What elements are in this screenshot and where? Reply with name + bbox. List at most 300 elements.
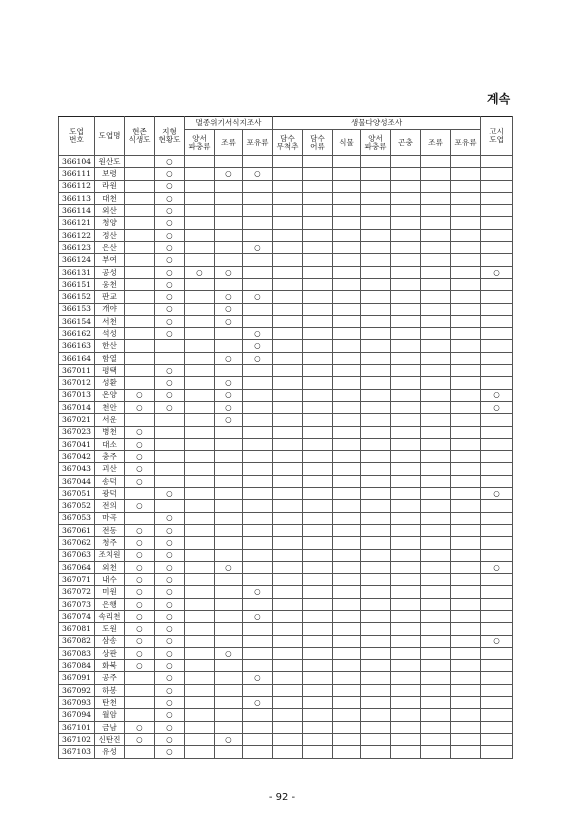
cell-name: 외산 xyxy=(95,205,125,217)
cell-empty xyxy=(421,229,451,241)
cell-empty xyxy=(273,635,303,647)
cell-empty xyxy=(451,660,481,672)
cell-mark: ○ xyxy=(155,512,185,524)
cell-empty xyxy=(125,746,155,758)
cell-empty xyxy=(185,156,215,168)
cell-mark: ○ xyxy=(125,549,155,561)
cell-empty xyxy=(273,365,303,377)
cell-mark: ○ xyxy=(125,451,155,463)
cell-empty xyxy=(361,635,391,647)
cell-code: 367073 xyxy=(59,598,95,610)
cell-mark: ○ xyxy=(215,315,243,327)
cell-empty xyxy=(215,278,243,290)
cell-empty xyxy=(215,672,243,684)
cell-mark: ○ xyxy=(155,266,185,278)
cell-empty xyxy=(421,586,451,598)
cell-empty xyxy=(451,623,481,635)
cell-empty xyxy=(361,438,391,450)
cell-empty xyxy=(481,684,513,696)
header-name: 도엽명 xyxy=(95,117,125,156)
cell-empty xyxy=(303,426,333,438)
cell-empty xyxy=(421,574,451,586)
cell-empty xyxy=(481,414,513,426)
cell-empty xyxy=(303,192,333,204)
cell-empty xyxy=(185,684,215,696)
cell-code: 367082 xyxy=(59,635,95,647)
table-row xyxy=(59,488,513,500)
cell-empty xyxy=(333,721,361,733)
cell-empty xyxy=(243,229,273,241)
cell-empty xyxy=(243,414,273,426)
cell-empty xyxy=(303,475,333,487)
cell-empty xyxy=(451,488,481,500)
cell-empty xyxy=(185,672,215,684)
cell-empty xyxy=(333,500,361,512)
cell-mark: ○ xyxy=(125,635,155,647)
cell-name: 온양 xyxy=(95,389,125,401)
cell-empty xyxy=(273,328,303,340)
cell-name: 공성 xyxy=(95,266,125,278)
cell-code: 367101 xyxy=(59,721,95,733)
cell-mark: ○ xyxy=(155,610,185,622)
cell-empty xyxy=(421,217,451,229)
cell-empty xyxy=(273,586,303,598)
table-row xyxy=(59,156,513,168)
cell-empty xyxy=(421,561,451,573)
cell-empty xyxy=(481,242,513,254)
cell-empty xyxy=(451,561,481,573)
cell-name: 천안 xyxy=(95,401,125,413)
cell-empty xyxy=(215,488,243,500)
cell-empty xyxy=(391,610,421,622)
table-row xyxy=(59,537,513,549)
cell-empty xyxy=(273,561,303,573)
cell-mark: ○ xyxy=(125,733,155,745)
cell-empty xyxy=(125,672,155,684)
cell-empty xyxy=(361,733,391,745)
table-row xyxy=(59,598,513,610)
cell-empty xyxy=(361,205,391,217)
cell-empty xyxy=(303,709,333,721)
cell-empty xyxy=(333,623,361,635)
cell-code: 367083 xyxy=(59,647,95,659)
cell-empty xyxy=(243,721,273,733)
cell-empty xyxy=(481,278,513,290)
cell-mark: ○ xyxy=(125,598,155,610)
cell-empty xyxy=(185,352,215,364)
cell-empty xyxy=(185,746,215,758)
cell-empty xyxy=(303,438,333,450)
table-row xyxy=(59,733,513,745)
cell-empty xyxy=(421,242,451,254)
cell-mark: ○ xyxy=(125,574,155,586)
cell-mark: ○ xyxy=(155,721,185,733)
cell-empty xyxy=(391,537,421,549)
cell-empty xyxy=(451,684,481,696)
page-number: - 92 - xyxy=(268,792,296,803)
cell-empty xyxy=(451,266,481,278)
cell-empty xyxy=(215,623,243,635)
cell-empty xyxy=(273,315,303,327)
cell-empty xyxy=(333,561,361,573)
cell-name: 라원 xyxy=(95,180,125,192)
cell-mark: ○ xyxy=(155,303,185,315)
cell-empty xyxy=(243,205,273,217)
cell-empty xyxy=(303,254,333,266)
cell-code: 367102 xyxy=(59,733,95,745)
cell-mark: ○ xyxy=(155,389,185,401)
cell-mark: ○ xyxy=(155,623,185,635)
header-bio-amphibian: 양서 파충류 xyxy=(361,130,391,156)
cell-empty xyxy=(391,561,421,573)
cell-empty xyxy=(391,549,421,561)
cell-empty xyxy=(303,278,333,290)
cell-empty xyxy=(451,254,481,266)
cell-empty xyxy=(333,697,361,709)
cell-mark: ○ xyxy=(125,475,155,487)
cell-empty xyxy=(215,254,243,266)
cell-empty xyxy=(333,254,361,266)
table-row xyxy=(59,168,513,180)
cell-empty xyxy=(481,352,513,364)
cell-mark: ○ xyxy=(481,266,513,278)
cell-empty xyxy=(391,647,421,659)
cell-empty xyxy=(361,451,391,463)
cell-empty xyxy=(243,438,273,450)
cell-empty xyxy=(481,746,513,758)
cell-code: 366154 xyxy=(59,315,95,327)
cell-empty xyxy=(243,635,273,647)
cell-code: 366112 xyxy=(59,180,95,192)
cell-empty xyxy=(185,229,215,241)
cell-empty xyxy=(273,537,303,549)
cell-empty xyxy=(215,242,243,254)
cell-empty xyxy=(215,451,243,463)
cell-empty xyxy=(333,278,361,290)
cell-code: 367012 xyxy=(59,377,95,389)
cell-name: 전의 xyxy=(95,500,125,512)
cell-empty xyxy=(333,660,361,672)
cell-code: 367064 xyxy=(59,561,95,573)
cell-empty xyxy=(451,278,481,290)
cell-code: 366131 xyxy=(59,266,95,278)
cell-empty xyxy=(125,168,155,180)
cell-empty xyxy=(451,315,481,327)
cell-empty xyxy=(361,291,391,303)
cell-empty xyxy=(125,266,155,278)
cell-empty xyxy=(333,672,361,684)
cell-empty xyxy=(303,217,333,229)
cell-empty xyxy=(215,574,243,586)
cell-empty xyxy=(273,721,303,733)
cell-empty xyxy=(243,475,273,487)
cell-empty xyxy=(391,426,421,438)
cell-mark: ○ xyxy=(125,660,155,672)
cell-empty xyxy=(451,205,481,217)
cell-empty xyxy=(451,463,481,475)
cell-empty xyxy=(421,438,451,450)
cell-empty xyxy=(273,672,303,684)
cell-empty xyxy=(303,610,333,622)
cell-code: 367013 xyxy=(59,389,95,401)
cell-empty xyxy=(361,746,391,758)
cell-name: 조치원 xyxy=(95,549,125,561)
cell-empty xyxy=(243,524,273,536)
cell-name: 전동 xyxy=(95,524,125,536)
cell-mark: ○ xyxy=(155,660,185,672)
cell-empty xyxy=(303,561,333,573)
cell-empty xyxy=(185,463,215,475)
cell-empty xyxy=(215,426,243,438)
cell-empty xyxy=(421,315,451,327)
cell-empty xyxy=(421,746,451,758)
cell-empty xyxy=(303,549,333,561)
cell-empty xyxy=(215,192,243,204)
cell-empty xyxy=(361,475,391,487)
cell-empty xyxy=(273,229,303,241)
cell-empty xyxy=(303,352,333,364)
table-row xyxy=(59,254,513,266)
cell-empty xyxy=(361,401,391,413)
cell-name: 청양 xyxy=(95,217,125,229)
cell-empty xyxy=(451,733,481,745)
cell-empty xyxy=(391,315,421,327)
cell-empty xyxy=(303,266,333,278)
cell-empty xyxy=(481,549,513,561)
cell-empty xyxy=(125,303,155,315)
cell-empty xyxy=(185,438,215,450)
cell-empty xyxy=(481,180,513,192)
table-row xyxy=(59,266,513,278)
table-row xyxy=(59,180,513,192)
cell-empty xyxy=(185,635,215,647)
cell-empty xyxy=(421,488,451,500)
cell-empty xyxy=(243,647,273,659)
cell-code: 366163 xyxy=(59,340,95,352)
cell-empty xyxy=(215,709,243,721)
cell-empty xyxy=(185,414,215,426)
cell-empty xyxy=(303,660,333,672)
cell-empty xyxy=(215,500,243,512)
cell-mark: ○ xyxy=(125,438,155,450)
table-row xyxy=(59,414,513,426)
cell-empty xyxy=(451,598,481,610)
cell-name: 은행 xyxy=(95,598,125,610)
cell-empty xyxy=(243,401,273,413)
cell-empty xyxy=(303,684,333,696)
cell-empty xyxy=(333,647,361,659)
cell-empty xyxy=(185,660,215,672)
cell-empty xyxy=(391,672,421,684)
cell-empty xyxy=(273,463,303,475)
cell-empty xyxy=(361,229,391,241)
cell-empty xyxy=(481,205,513,217)
header-endangered-group: 멸종위기서식지조사 xyxy=(185,117,273,130)
cell-empty xyxy=(421,414,451,426)
cell-empty xyxy=(125,217,155,229)
cell-empty xyxy=(125,340,155,352)
cell-mark: ○ xyxy=(243,586,273,598)
cell-code: 366153 xyxy=(59,303,95,315)
cell-mark: ○ xyxy=(215,414,243,426)
cell-name: 함열 xyxy=(95,352,125,364)
cell-empty xyxy=(273,389,303,401)
cell-empty xyxy=(185,401,215,413)
cell-empty xyxy=(421,475,451,487)
cell-code: 366122 xyxy=(59,229,95,241)
cell-empty xyxy=(391,156,421,168)
cell-empty xyxy=(481,623,513,635)
cell-empty xyxy=(303,463,333,475)
cell-empty xyxy=(185,315,215,327)
cell-mark: ○ xyxy=(155,672,185,684)
cell-mark: ○ xyxy=(215,168,243,180)
cell-empty xyxy=(303,537,333,549)
cell-empty xyxy=(303,586,333,598)
cell-empty xyxy=(215,684,243,696)
cell-code: 366124 xyxy=(59,254,95,266)
cell-empty xyxy=(361,561,391,573)
cell-code: 367074 xyxy=(59,610,95,622)
cell-mark: ○ xyxy=(481,488,513,500)
cell-name: 하봉 xyxy=(95,684,125,696)
cell-mark: ○ xyxy=(125,537,155,549)
cell-empty xyxy=(481,475,513,487)
cell-mark: ○ xyxy=(155,574,185,586)
cell-empty xyxy=(391,365,421,377)
cell-name: 한산 xyxy=(95,340,125,352)
cell-code: 367072 xyxy=(59,586,95,598)
cell-name: 개야 xyxy=(95,303,125,315)
cell-mark: ○ xyxy=(215,733,243,745)
table-row xyxy=(59,610,513,622)
header-code: 도엽 번호 xyxy=(59,117,95,156)
cell-empty xyxy=(155,414,185,426)
cell-empty xyxy=(185,623,215,635)
cell-code: 367052 xyxy=(59,500,95,512)
cell-mark: ○ xyxy=(125,389,155,401)
cell-empty xyxy=(215,660,243,672)
cell-empty xyxy=(481,426,513,438)
cell-code: 366104 xyxy=(59,156,95,168)
cell-empty xyxy=(185,574,215,586)
cell-empty xyxy=(333,524,361,536)
cell-empty xyxy=(273,266,303,278)
cell-name: 웅천 xyxy=(95,278,125,290)
cell-empty xyxy=(273,180,303,192)
cell-empty xyxy=(243,192,273,204)
cell-empty xyxy=(333,598,361,610)
cell-empty xyxy=(273,475,303,487)
cell-mark: ○ xyxy=(481,389,513,401)
cell-empty xyxy=(451,574,481,586)
cell-empty xyxy=(303,389,333,401)
table-row xyxy=(59,291,513,303)
cell-empty xyxy=(361,426,391,438)
cell-empty xyxy=(215,217,243,229)
cell-empty xyxy=(125,242,155,254)
cell-empty xyxy=(333,315,361,327)
cell-empty xyxy=(333,684,361,696)
cell-empty xyxy=(391,574,421,586)
cell-empty xyxy=(273,660,303,672)
cell-mark: ○ xyxy=(125,721,155,733)
cell-mark: ○ xyxy=(243,672,273,684)
cell-empty xyxy=(481,168,513,180)
cell-empty xyxy=(273,377,303,389)
cell-empty xyxy=(125,229,155,241)
cell-code: 367011 xyxy=(59,365,95,377)
cell-empty xyxy=(481,697,513,709)
cell-mark: ○ xyxy=(185,266,215,278)
cell-empty xyxy=(185,500,215,512)
cell-empty xyxy=(185,647,215,659)
cell-mark: ○ xyxy=(155,709,185,721)
cell-name: 석성 xyxy=(95,328,125,340)
cell-empty xyxy=(481,733,513,745)
cell-empty xyxy=(421,709,451,721)
cell-empty xyxy=(215,463,243,475)
cell-empty xyxy=(333,340,361,352)
table-row xyxy=(59,524,513,536)
cell-empty xyxy=(273,512,303,524)
table-row xyxy=(59,328,513,340)
cell-mark: ○ xyxy=(243,352,273,364)
cell-mark: ○ xyxy=(125,623,155,635)
cell-name: 판교 xyxy=(95,291,125,303)
table-row xyxy=(59,463,513,475)
cell-empty xyxy=(361,414,391,426)
cell-name: 내수 xyxy=(95,574,125,586)
cell-empty xyxy=(185,598,215,610)
cell-empty xyxy=(333,180,361,192)
header-endangered-mammal: 포유류 xyxy=(243,130,273,156)
cell-empty xyxy=(421,205,451,217)
cell-empty xyxy=(421,610,451,622)
cell-empty xyxy=(125,709,155,721)
cell-empty xyxy=(361,168,391,180)
cell-empty xyxy=(185,512,215,524)
cell-mark: ○ xyxy=(481,635,513,647)
table-header xyxy=(59,117,513,156)
cell-mark: ○ xyxy=(155,168,185,180)
cell-empty xyxy=(215,598,243,610)
cell-empty xyxy=(155,352,185,364)
cell-mark: ○ xyxy=(215,352,243,364)
cell-empty xyxy=(333,352,361,364)
cell-empty xyxy=(215,586,243,598)
cell-empty xyxy=(243,549,273,561)
cell-code: 366164 xyxy=(59,352,95,364)
table-row xyxy=(59,205,513,217)
cell-empty xyxy=(185,180,215,192)
cell-empty xyxy=(303,401,333,413)
cell-name: 탄천 xyxy=(95,697,125,709)
table-row xyxy=(59,401,513,413)
cell-empty xyxy=(333,291,361,303)
cell-empty xyxy=(481,537,513,549)
cell-empty xyxy=(451,524,481,536)
cell-empty xyxy=(451,291,481,303)
table-row xyxy=(59,647,513,659)
cell-empty xyxy=(451,721,481,733)
cell-empty xyxy=(303,242,333,254)
cell-code: 366121 xyxy=(59,217,95,229)
cell-empty xyxy=(125,156,155,168)
cell-code: 366152 xyxy=(59,291,95,303)
cell-empty xyxy=(391,500,421,512)
cell-mark: ○ xyxy=(481,561,513,573)
